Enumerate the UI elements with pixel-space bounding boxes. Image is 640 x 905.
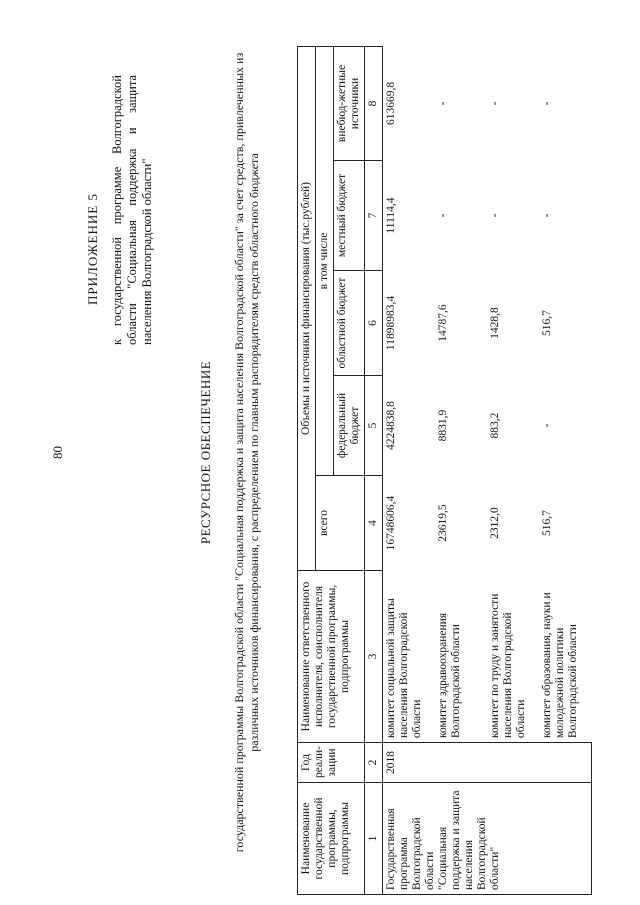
total-cell: 16748606,4	[385, 495, 397, 551]
col-number: 7	[365, 161, 383, 271]
extrabudget-cell: -	[437, 101, 449, 106]
extrabudget-cell: 613669,8	[385, 81, 397, 126]
executor-cell: комитет образования, науки и молодежной политики Волгоградской области	[541, 592, 579, 738]
col-number: 5	[365, 376, 383, 476]
header-executor: Наименование ответственного исполнителя, соисполнителя государственной программы, подпрограммы	[298, 571, 365, 743]
header-local: местный бюджет	[334, 161, 365, 271]
regional-cell: 516,7	[541, 310, 553, 336]
extrabudget-cell: -	[489, 101, 501, 106]
col-number: 3	[365, 571, 383, 743]
year-cell: 2018	[383, 743, 592, 783]
local-cell: -	[489, 213, 501, 218]
executor-cell: комитет здравоохранения Волгоградской области	[437, 612, 462, 738]
total-cell: 23619,5	[437, 504, 449, 542]
header-extrabudget: внебюд-жетные источники	[334, 46, 365, 160]
table-row	[383, 46, 436, 894]
executor-cell: комитет социальной защиты населения Волгоградской области	[385, 598, 423, 738]
header-name: Наименование государственной программы, подпрограммы	[298, 783, 365, 895]
federal-cell: 8831,9	[437, 409, 449, 442]
resource-table	[297, 46, 592, 895]
header-including: в том числе	[316, 46, 334, 475]
document-title: РЕСУРСНОЕ ОБЕСПЕЧЕНИЕ	[198, 360, 213, 545]
document-subtitle: государственной программы Волгоградской области "Социальная поддержка и защита населения Волгоградской области" за счет средств, привлеченных из различных источников финансирования, с распределением по главным распорядителям средств областного бюджета	[232, 52, 261, 853]
extrabudget-cell: -	[541, 101, 553, 106]
regional-cell: 1428,8	[489, 307, 501, 339]
total-cell: 2312,0	[489, 507, 501, 539]
column-number-row	[365, 46, 383, 894]
header-total: всего	[316, 476, 365, 571]
regional-cell: 14787,6	[437, 304, 449, 342]
total-cell: 516,7	[541, 510, 553, 536]
local-cell: -	[541, 213, 553, 218]
program-name-cell: Государственная программа Волгоградской области "Социальная поддержка и защита населения Волгоградской области"	[383, 783, 592, 895]
federal-cell: -	[541, 423, 553, 428]
header-federal: федеральный бюджет	[334, 376, 365, 476]
local-cell: 11114,4	[385, 197, 397, 234]
col-number: 4	[365, 476, 383, 571]
header-year: Год реали-зации	[298, 743, 365, 783]
col-number: 2	[365, 743, 383, 783]
col-number: 1	[365, 783, 383, 895]
executor-cell: комитет по труду и занятости населения Волгоградской области	[489, 593, 527, 738]
header-row	[298, 46, 316, 894]
regional-cell: 11898983,4	[385, 295, 397, 351]
page-number: 80	[50, 446, 65, 459]
appendix-text: к государственной программе Волгоградской области "Социальная поддержка и защита населения Волгоградской области"	[110, 75, 154, 345]
col-number: 6	[365, 271, 383, 376]
col-number: 8	[365, 46, 383, 160]
appendix-title: ПРИЛОЖЕНИЕ 5	[85, 193, 100, 305]
header-funding: Объемы и источники финансирования (тыс.рублей)	[298, 46, 316, 570]
header-regional: областной бюджет	[334, 271, 365, 376]
local-cell: -	[437, 213, 449, 218]
federal-cell: 4224838,8	[385, 401, 397, 450]
federal-cell: 883,2	[489, 412, 501, 439]
